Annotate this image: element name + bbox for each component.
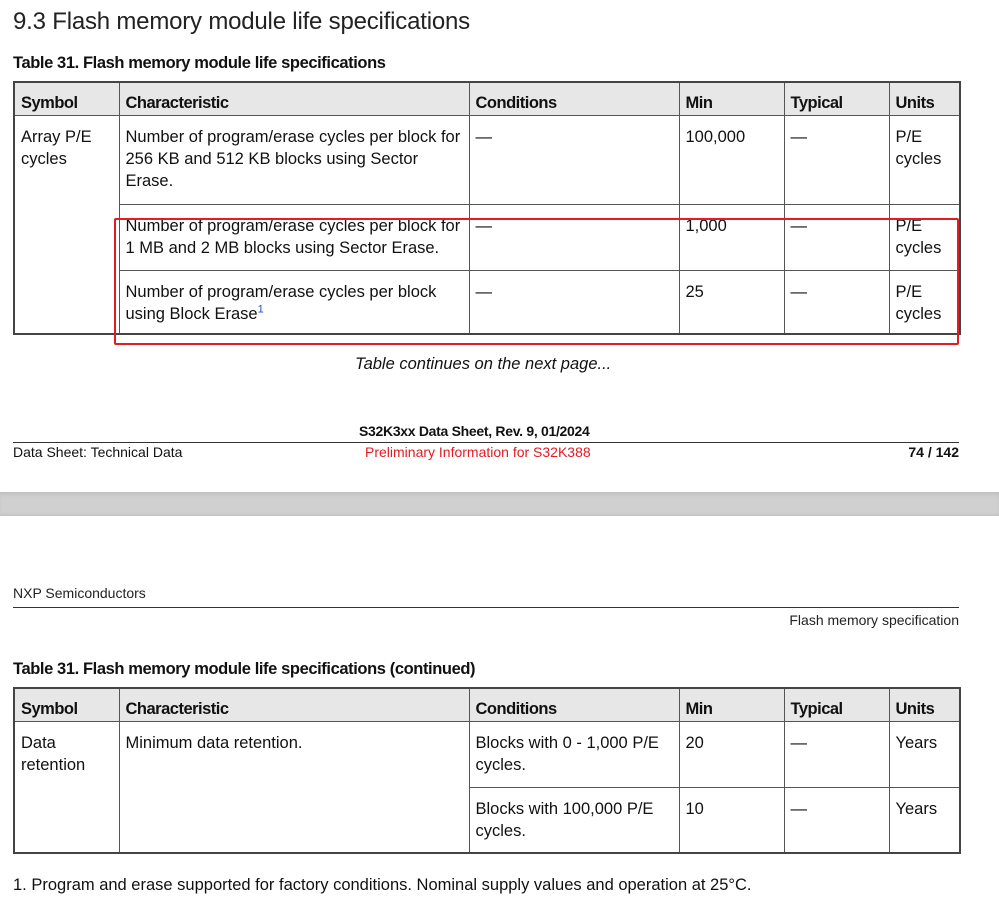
footnote-link[interactable]: 1 bbox=[257, 303, 264, 315]
footer-preliminary: Preliminary Information for S32K388 bbox=[365, 444, 591, 460]
header-typical: Typical bbox=[784, 82, 889, 115]
typical-cell: — bbox=[784, 721, 889, 787]
units-cell: Years bbox=[889, 787, 960, 853]
footer-doc-title: S32K3xx Data Sheet, Rev. 9, 01/2024 bbox=[359, 423, 590, 439]
header-symbol: Symbol bbox=[14, 688, 119, 721]
typical-cell: — bbox=[784, 270, 889, 334]
symbol-cell: Data retention bbox=[14, 721, 119, 853]
section-title: 9.3 Flash memory module life specifications bbox=[13, 8, 470, 35]
table-header-row bbox=[14, 688, 960, 721]
footer-divider bbox=[13, 442, 959, 443]
symbol-cell: Array P/E cycles bbox=[14, 115, 119, 334]
characteristic-cell: Number of program/erase cycles per block for 256 KB and 512 KB blocks using Sector Erase. bbox=[119, 115, 469, 204]
header-conditions: Conditions bbox=[469, 82, 679, 115]
units-cell: P/E cycles bbox=[889, 270, 960, 334]
table-header-row bbox=[14, 82, 960, 115]
conditions-cell: Blocks with 0 - 1,000 P/E cycles. bbox=[469, 721, 679, 787]
spec-table-page1 bbox=[13, 81, 961, 335]
header-typical: Typical bbox=[784, 688, 889, 721]
min-cell: 25 bbox=[679, 270, 784, 334]
typical-cell: — bbox=[784, 204, 889, 270]
min-cell: 10 bbox=[679, 787, 784, 853]
units-cell: Years bbox=[889, 721, 960, 787]
table-caption-continued: Table 31. Flash memory module life specifications (continued) bbox=[13, 660, 476, 678]
min-cell: 1,000 bbox=[679, 204, 784, 270]
min-cell: 100,000 bbox=[679, 115, 784, 204]
conditions-cell: — bbox=[469, 270, 679, 334]
header-company: NXP Semiconductors bbox=[13, 585, 146, 601]
units-cell: P/E cycles bbox=[889, 115, 960, 204]
header-section: Flash memory specification bbox=[789, 612, 959, 628]
typical-cell: — bbox=[784, 115, 889, 204]
typical-cell: — bbox=[784, 787, 889, 853]
min-cell: 20 bbox=[679, 721, 784, 787]
header-symbol: Symbol bbox=[14, 82, 119, 115]
header-min: Min bbox=[679, 82, 784, 115]
header-min: Min bbox=[679, 688, 784, 721]
characteristic-cell bbox=[119, 270, 469, 334]
header-conditions: Conditions bbox=[469, 688, 679, 721]
conditions-cell: — bbox=[469, 204, 679, 270]
characteristic-cell: Minimum data retention. bbox=[119, 721, 469, 853]
table-row bbox=[14, 721, 960, 787]
conditions-cell: Blocks with 100,000 P/E cycles. bbox=[469, 787, 679, 853]
units-cell: P/E cycles bbox=[889, 204, 960, 270]
table-caption: Table 31. Flash memory module life specifications bbox=[13, 54, 386, 72]
header-characteristic: Characteristic bbox=[119, 688, 469, 721]
header-units: Units bbox=[889, 82, 960, 115]
conditions-cell: — bbox=[469, 115, 679, 204]
table-continues-note: Table continues on the next page... bbox=[355, 355, 612, 373]
footnote: 1. Program and erase supported for factory conditions. Nominal supply values and operation at 25°C. bbox=[13, 876, 752, 894]
table-row bbox=[14, 115, 960, 204]
spec-table-page2 bbox=[13, 687, 961, 854]
characteristic-text: Number of program/erase cycles per block using Block Erase bbox=[125, 282, 437, 323]
header-characteristic: Characteristic bbox=[119, 82, 469, 115]
footer-left: Data Sheet: Technical Data bbox=[13, 444, 183, 460]
characteristic-cell: Number of program/erase cycles per block for 1 MB and 2 MB blocks using Sector Erase. bbox=[119, 204, 469, 270]
page-separator bbox=[0, 492, 999, 516]
table-row bbox=[14, 270, 960, 334]
header-divider bbox=[13, 607, 959, 608]
table-row bbox=[14, 204, 960, 270]
footer-page-number: 74 / 142 bbox=[908, 444, 959, 460]
header-units: Units bbox=[889, 688, 960, 721]
